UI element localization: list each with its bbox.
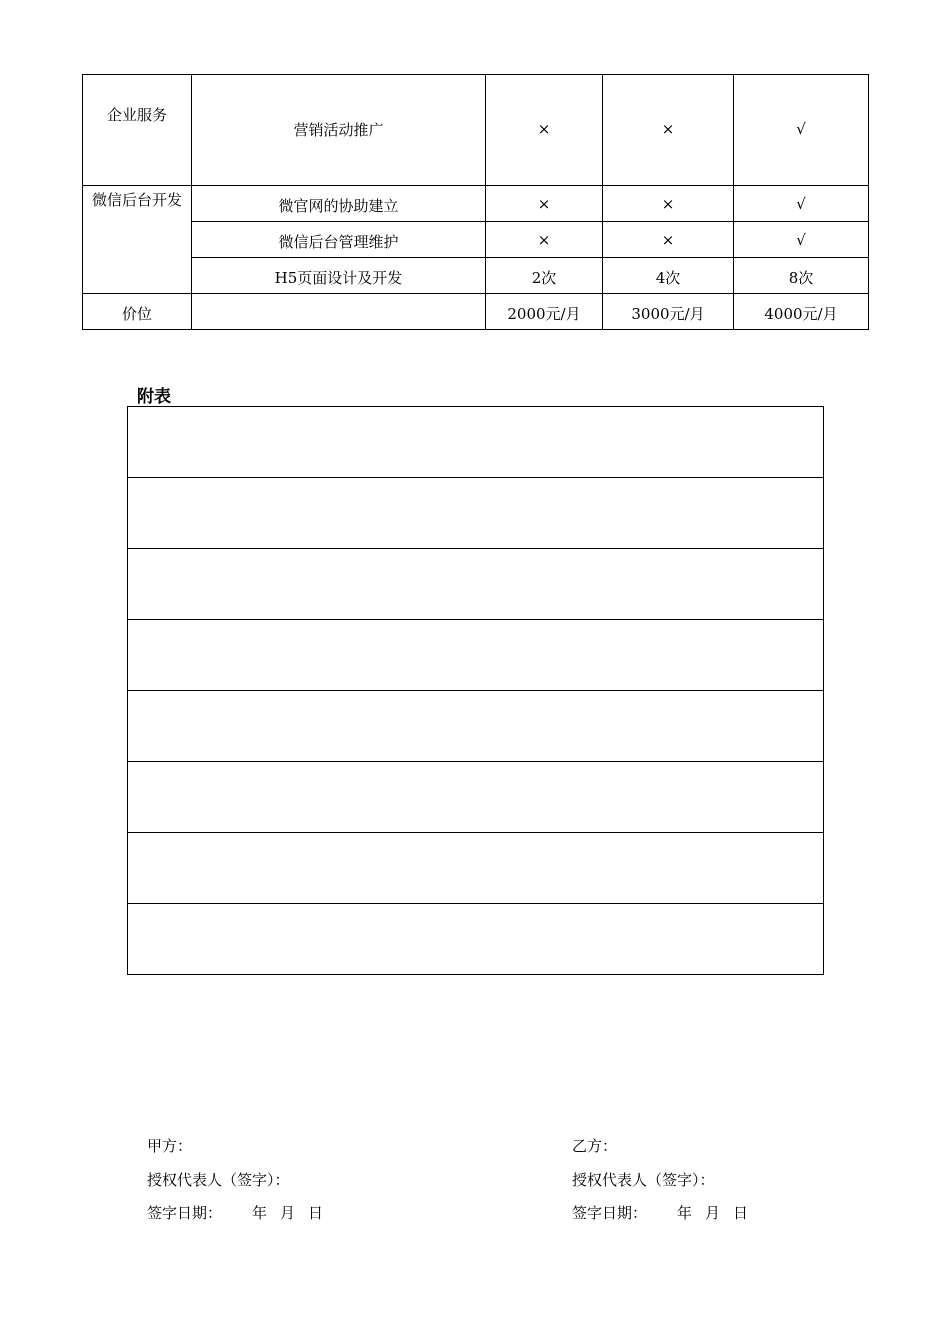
basic-price-cell: 2000元/月 — [486, 294, 603, 330]
premium-price-cell: 4000元/月 — [734, 294, 869, 330]
day-label: 日 — [308, 1204, 324, 1222]
appendix-row — [128, 691, 823, 762]
item-cell: 营销活动推广 — [192, 75, 486, 186]
appendix-row — [128, 620, 823, 691]
table-row — [83, 75, 869, 186]
standard-cell: × — [603, 186, 734, 222]
item-cell: 微信后台管理维护 — [192, 222, 486, 258]
category-cell: 企业服务 — [83, 75, 192, 186]
party-a-label: 甲方： — [147, 1137, 193, 1155]
appendix-table — [127, 406, 824, 975]
basic-cell: × — [486, 75, 603, 186]
appendix-title: 附表 — [137, 387, 171, 407]
basic-cell: 2次 — [486, 258, 603, 294]
table-row — [83, 258, 869, 294]
appendix-row — [128, 478, 823, 549]
item-cell: H5页面设计及开发 — [192, 258, 486, 294]
price-label-cell: 价位 — [83, 294, 192, 330]
pricing-table — [82, 74, 869, 330]
month-label: 月 — [280, 1204, 296, 1222]
standard-cell: 4次 — [603, 258, 734, 294]
appendix-row — [128, 904, 823, 975]
table-row — [83, 186, 869, 222]
day-label: 日 — [733, 1204, 749, 1222]
year-label: 年 — [677, 1204, 693, 1222]
item-cell: 微官网的协助建立 — [192, 186, 486, 222]
premium-cell: √ — [734, 75, 869, 186]
standard-price-cell: 3000元/月 — [603, 294, 734, 330]
category-cell: 微信后台开发 — [83, 186, 192, 294]
year-label: 年 — [252, 1204, 268, 1222]
appendix-row — [128, 833, 823, 904]
basic-cell: × — [486, 222, 603, 258]
appendix-row — [128, 762, 823, 833]
standard-cell: × — [603, 222, 734, 258]
party-b-rep: 授权代表人（签字）： — [572, 1171, 715, 1189]
party-b-date — [572, 1203, 748, 1223]
party-a-rep: 授权代表人（签字）： — [147, 1171, 290, 1189]
appendix-row — [128, 407, 823, 478]
party-a-date — [147, 1203, 323, 1223]
party-b-label: 乙方： — [572, 1137, 618, 1155]
premium-cell: √ — [734, 186, 869, 222]
table-row — [83, 222, 869, 258]
price-item-cell — [192, 294, 486, 330]
appendix-row — [128, 549, 823, 620]
month-label: 月 — [705, 1204, 721, 1222]
date-label: 签字日期： — [147, 1204, 223, 1222]
price-row — [83, 294, 869, 330]
date-label: 签字日期： — [572, 1204, 648, 1222]
premium-cell: √ — [734, 222, 869, 258]
standard-cell: × — [603, 75, 734, 186]
premium-cell: 8次 — [734, 258, 869, 294]
basic-cell: × — [486, 186, 603, 222]
